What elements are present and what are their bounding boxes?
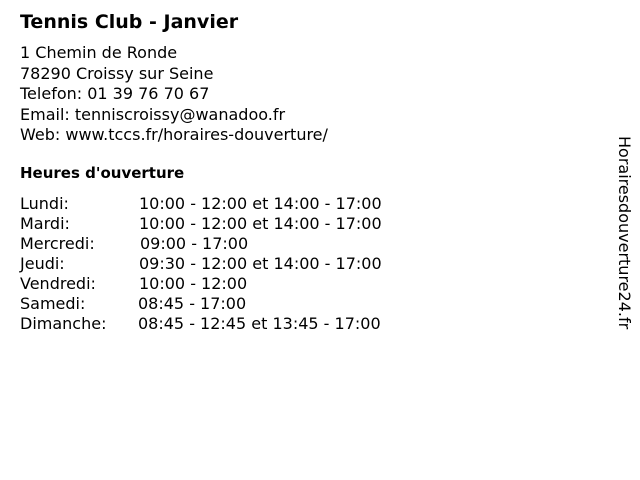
hours-day: Samedi:	[20, 294, 86, 313]
hours-day: Vendredi:	[20, 274, 96, 293]
hours-time: 08:45 - 12:45 et 13:45 - 17:00	[138, 314, 381, 333]
address-city: 78290 Croissy sur Seine	[20, 63, 214, 83]
contact-block	[20, 43, 328, 146]
address-street: 1 Chemin de Ronde	[20, 43, 178, 62]
business-name: Tennis Club - Janvier	[20, 11, 239, 33]
email-line: Email: tenniscroissy@wanadoo.fr	[20, 104, 286, 124]
watermark-container	[612, 136, 636, 372]
hours-day: Lundi:	[20, 194, 69, 213]
hours-time: 10:00 - 12:00 et 14:00 - 17:00	[139, 214, 382, 233]
hours-time: 10:00 - 12:00	[139, 274, 248, 293]
hours-day: Jeudi:	[20, 254, 65, 273]
hours-day: Mardi:	[20, 214, 70, 233]
hours-time: 10:00 - 12:00 et 14:00 - 17:00	[139, 194, 382, 213]
site-watermark: Horairesdouverture24.fr	[615, 136, 634, 330]
hours-time: 09:00 - 17:00	[140, 234, 249, 253]
hours-heading: Heures d'ouverture	[20, 164, 185, 182]
hours-time: 09:30 - 12:00 et 14:00 - 17:00	[139, 254, 382, 273]
hours-day: Mercredi:	[20, 234, 95, 253]
hours-day: Dimanche:	[20, 314, 107, 333]
web-line: Web: www.tccs.fr/horaires-douverture/	[20, 125, 328, 144]
hours-time: 08:45 - 17:00	[138, 294, 247, 313]
phone-line: Telefon: 01 39 76 70 67	[20, 84, 210, 103]
